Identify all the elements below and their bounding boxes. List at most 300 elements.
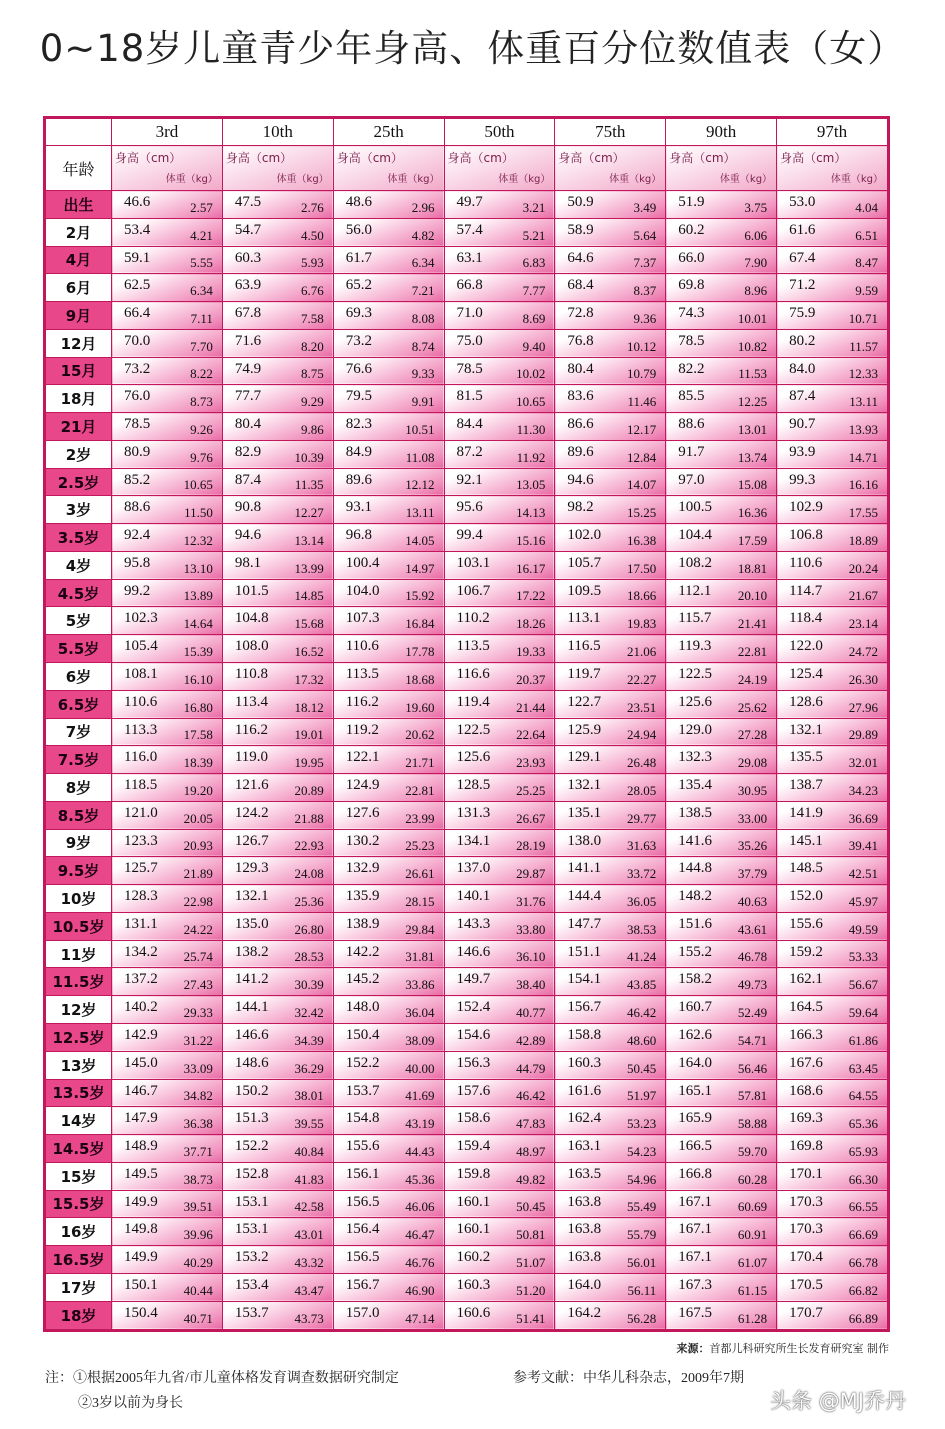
value-cell bbox=[222, 1079, 333, 1107]
weight-value: 37.71 bbox=[183, 1143, 213, 1159]
unit-header-cell bbox=[666, 146, 777, 191]
value-cell bbox=[666, 912, 777, 940]
age-cell: 出生 bbox=[46, 191, 112, 219]
value-cell bbox=[555, 829, 666, 857]
value-cell bbox=[666, 329, 777, 357]
height-value: 144.8 bbox=[678, 860, 712, 877]
height-value: 167.6 bbox=[789, 1054, 823, 1071]
value-cell bbox=[222, 191, 333, 219]
value-cell bbox=[444, 524, 555, 552]
percentile-header: 90th bbox=[666, 119, 777, 146]
weight-value: 43.61 bbox=[737, 921, 768, 937]
value-cell bbox=[777, 1023, 888, 1051]
value-cell bbox=[777, 385, 888, 413]
value-cell bbox=[444, 1162, 555, 1190]
height-value: 156.7 bbox=[567, 999, 602, 1016]
height-value: 149.9 bbox=[124, 1249, 158, 1266]
height-value: 129.3 bbox=[234, 860, 269, 877]
height-value: 170.1 bbox=[789, 1165, 823, 1182]
weight-value: 39.51 bbox=[183, 1199, 213, 1215]
percentile-header: 50th bbox=[444, 119, 555, 146]
weight-value: 9.33 bbox=[411, 366, 435, 382]
value-cell bbox=[222, 1023, 333, 1051]
height-value: 90.7 bbox=[789, 416, 816, 433]
weight-value: 12.25 bbox=[737, 394, 768, 410]
height-value: 152.8 bbox=[234, 1165, 269, 1182]
weight-value: 8.96 bbox=[744, 283, 768, 299]
value-cell bbox=[444, 940, 555, 968]
weight-value: 38.40 bbox=[516, 977, 546, 993]
table-row bbox=[46, 968, 888, 996]
value-cell bbox=[112, 274, 223, 302]
value-cell bbox=[777, 663, 888, 691]
table-row bbox=[46, 1246, 888, 1274]
value-cell bbox=[333, 968, 444, 996]
value-cell bbox=[222, 1107, 333, 1135]
height-value: 135.1 bbox=[567, 804, 602, 821]
height-value: 129.0 bbox=[678, 721, 712, 738]
value-cell bbox=[777, 1273, 888, 1301]
weight-value: 9.86 bbox=[300, 421, 324, 437]
watermark: 头条 @MJ乔丹 bbox=[770, 1389, 906, 1413]
height-value: 106.8 bbox=[789, 527, 823, 544]
weight-value: 7.70 bbox=[190, 338, 213, 354]
weight-value: 20.89 bbox=[294, 782, 324, 798]
weight-value: 26.67 bbox=[516, 810, 546, 826]
age-cell: 17岁 bbox=[46, 1273, 112, 1301]
value-cell bbox=[112, 385, 223, 413]
height-value: 140.1 bbox=[456, 888, 491, 905]
weight-value: 56.67 bbox=[848, 977, 878, 993]
value-cell bbox=[112, 885, 223, 913]
height-value: 67.8 bbox=[234, 305, 262, 322]
value-cell bbox=[666, 996, 777, 1024]
height-value: 116.5 bbox=[567, 638, 601, 655]
value-cell bbox=[222, 1135, 333, 1163]
value-cell bbox=[555, 774, 666, 802]
value-cell bbox=[112, 996, 223, 1024]
weight-value: 24.94 bbox=[626, 727, 657, 743]
value-cell bbox=[112, 774, 223, 802]
value-cell bbox=[112, 329, 223, 357]
value-cell bbox=[555, 385, 666, 413]
weight-value: 56.46 bbox=[737, 1060, 768, 1076]
value-cell bbox=[112, 218, 223, 246]
height-value: 119.2 bbox=[345, 721, 379, 738]
value-cell bbox=[444, 774, 555, 802]
value-cell bbox=[555, 1051, 666, 1079]
height-value: 81.5 bbox=[456, 388, 483, 405]
weight-value: 19.20 bbox=[183, 782, 213, 798]
height-value: 135.5 bbox=[789, 749, 823, 766]
weight-value: 3.49 bbox=[633, 199, 657, 215]
height-value: 149.8 bbox=[124, 1221, 158, 1238]
value-cell bbox=[666, 1301, 777, 1329]
weight-value: 12.12 bbox=[405, 477, 435, 493]
weight-value: 16.38 bbox=[626, 532, 657, 548]
weight-value: 10.65 bbox=[183, 477, 213, 493]
reference-note: 参考文献：中华儿科杂志，2009年7期 bbox=[513, 1371, 744, 1386]
weight-value: 11.35 bbox=[294, 477, 324, 493]
weight-unit-label: 体重（kg） bbox=[165, 174, 218, 185]
weight-value: 46.78 bbox=[737, 949, 768, 965]
height-value: 74.9 bbox=[234, 360, 262, 377]
height-value: 165.1 bbox=[678, 1082, 712, 1099]
value-cell bbox=[112, 857, 223, 885]
table-row bbox=[46, 1273, 888, 1301]
height-value: 148.5 bbox=[789, 860, 823, 877]
value-cell bbox=[112, 718, 223, 746]
height-value: 104.4 bbox=[678, 527, 712, 544]
height-value: 152.2 bbox=[345, 1054, 380, 1071]
height-value: 134.1 bbox=[456, 832, 491, 849]
height-value: 163.8 bbox=[567, 1193, 602, 1210]
weight-value: 12.33 bbox=[848, 366, 878, 382]
weight-value: 31.63 bbox=[626, 838, 657, 854]
value-cell bbox=[555, 801, 666, 829]
weight-value: 27.96 bbox=[848, 699, 878, 715]
table-row bbox=[46, 357, 888, 385]
weight-value: 21.67 bbox=[848, 588, 878, 604]
height-value: 80.2 bbox=[789, 332, 816, 349]
weight-value: 10.01 bbox=[737, 310, 768, 326]
weight-value: 14.13 bbox=[516, 505, 546, 521]
height-value: 123.3 bbox=[124, 832, 158, 849]
height-value: 151.6 bbox=[678, 915, 712, 932]
weight-value: 22.98 bbox=[183, 893, 213, 909]
table-body bbox=[46, 191, 888, 1330]
weight-value: 6.83 bbox=[522, 255, 546, 271]
value-cell bbox=[222, 801, 333, 829]
height-value: 105.7 bbox=[567, 554, 602, 571]
unit-header-cell bbox=[777, 146, 888, 191]
height-value: 128.6 bbox=[789, 693, 823, 710]
value-cell bbox=[666, 1162, 777, 1190]
value-cell bbox=[112, 690, 223, 718]
height-value: 75.0 bbox=[456, 332, 483, 349]
age-cell: 3.5岁 bbox=[46, 524, 112, 552]
weight-value: 18.89 bbox=[848, 532, 878, 548]
weight-value: 45.97 bbox=[848, 893, 878, 909]
value-cell bbox=[222, 246, 333, 274]
value-cell bbox=[666, 746, 777, 774]
weight-value: 40.63 bbox=[737, 893, 768, 909]
source-credit bbox=[677, 1340, 890, 1356]
height-value: 115.7 bbox=[678, 610, 712, 627]
weight-value: 9.76 bbox=[190, 449, 213, 465]
age-cell: 13.5岁 bbox=[46, 1079, 112, 1107]
height-value: 110.6 bbox=[789, 554, 823, 571]
weight-value: 20.05 bbox=[183, 810, 213, 826]
height-value: 99.3 bbox=[789, 471, 816, 488]
height-value: 65.2 bbox=[345, 277, 372, 294]
table-row bbox=[46, 329, 888, 357]
weight-value: 10.65 bbox=[516, 394, 546, 410]
height-value: 73.2 bbox=[124, 360, 151, 377]
value-cell bbox=[222, 1273, 333, 1301]
height-value: 83.6 bbox=[567, 388, 594, 405]
value-cell bbox=[333, 246, 444, 274]
value-cell bbox=[222, 440, 333, 468]
value-cell bbox=[333, 579, 444, 607]
age-cell: 21月 bbox=[46, 413, 112, 441]
height-value: 79.5 bbox=[345, 388, 372, 405]
weight-value: 29.84 bbox=[405, 921, 435, 937]
age-cell: 9岁 bbox=[46, 829, 112, 857]
value-cell bbox=[666, 663, 777, 691]
height-value: 110.8 bbox=[234, 666, 269, 683]
height-value: 154.6 bbox=[456, 1026, 491, 1043]
height-value: 76.0 bbox=[124, 388, 151, 405]
value-cell bbox=[333, 302, 444, 330]
height-value: 102.3 bbox=[124, 610, 158, 627]
value-cell bbox=[112, 1246, 223, 1274]
height-value: 128.5 bbox=[456, 777, 491, 794]
age-cell: 11.5岁 bbox=[46, 968, 112, 996]
value-cell bbox=[777, 413, 888, 441]
value-cell bbox=[666, 774, 777, 802]
value-cell bbox=[333, 1051, 444, 1079]
height-value: 147.7 bbox=[567, 915, 602, 932]
weight-value: 22.27 bbox=[626, 671, 657, 687]
weight-value: 47.83 bbox=[516, 1116, 546, 1132]
weight-value: 28.53 bbox=[294, 949, 324, 965]
height-value: 150.2 bbox=[234, 1082, 269, 1099]
value-cell bbox=[555, 1023, 666, 1051]
percentile-table bbox=[43, 116, 890, 1332]
weight-value: 8.73 bbox=[190, 394, 213, 410]
table-row bbox=[46, 1162, 888, 1190]
value-cell bbox=[333, 801, 444, 829]
weight-value: 31.81 bbox=[405, 949, 435, 965]
weight-value: 40.29 bbox=[183, 1254, 213, 1270]
height-value: 69.8 bbox=[678, 277, 705, 294]
weight-value: 31.76 bbox=[516, 893, 546, 909]
table-row bbox=[46, 718, 888, 746]
value-cell bbox=[333, 690, 444, 718]
height-value: 76.6 bbox=[345, 360, 372, 377]
weight-value: 20.24 bbox=[848, 560, 878, 576]
height-value: 125.6 bbox=[456, 749, 491, 766]
table-row bbox=[46, 413, 888, 441]
height-value: 108.0 bbox=[234, 638, 269, 655]
value-cell bbox=[444, 551, 555, 579]
weight-value: 35.26 bbox=[737, 838, 768, 854]
height-value: 122.1 bbox=[345, 749, 380, 766]
table-row bbox=[46, 940, 888, 968]
height-value: 148.0 bbox=[345, 999, 380, 1016]
age-cell: 4.5岁 bbox=[46, 579, 112, 607]
weight-value: 11.92 bbox=[516, 449, 546, 465]
height-value: 169.3 bbox=[789, 1110, 823, 1127]
height-value: 131.3 bbox=[456, 804, 491, 821]
value-cell bbox=[444, 718, 555, 746]
height-value: 71.0 bbox=[456, 305, 483, 322]
weight-value: 53.33 bbox=[848, 949, 878, 965]
value-cell bbox=[112, 1218, 223, 1246]
weight-value: 38.53 bbox=[626, 921, 657, 937]
unit-header-cell bbox=[333, 146, 444, 191]
weight-value: 43.47 bbox=[294, 1282, 324, 1298]
height-value: 85.5 bbox=[678, 388, 705, 405]
value-cell bbox=[444, 468, 555, 496]
height-value: 87.2 bbox=[456, 443, 483, 460]
height-value: 113.5 bbox=[456, 638, 490, 655]
height-value: 132.9 bbox=[345, 860, 380, 877]
weight-unit-label: 体重（kg） bbox=[498, 174, 551, 185]
value-cell bbox=[333, 857, 444, 885]
value-cell bbox=[666, 440, 777, 468]
height-value: 59.1 bbox=[124, 249, 151, 266]
weight-value: 11.30 bbox=[516, 421, 546, 437]
weight-value: 40.44 bbox=[183, 1282, 213, 1298]
weight-value: 13.05 bbox=[516, 477, 546, 493]
value-cell bbox=[777, 718, 888, 746]
weight-value: 20.37 bbox=[516, 671, 546, 687]
value-cell bbox=[666, 385, 777, 413]
value-cell bbox=[112, 1162, 223, 1190]
height-value: 122.0 bbox=[789, 638, 823, 655]
value-cell bbox=[666, 968, 777, 996]
value-cell bbox=[444, 635, 555, 663]
weight-value: 17.22 bbox=[516, 588, 546, 604]
value-cell bbox=[555, 1162, 666, 1190]
value-cell bbox=[777, 468, 888, 496]
value-cell bbox=[333, 1190, 444, 1218]
value-cell bbox=[444, 1079, 555, 1107]
height-value: 156.5 bbox=[345, 1193, 380, 1210]
value-cell bbox=[222, 274, 333, 302]
weight-value: 43.73 bbox=[294, 1311, 324, 1326]
weight-value: 12.84 bbox=[626, 449, 657, 465]
weight-value: 2.76 bbox=[300, 199, 324, 215]
weight-value: 11.53 bbox=[738, 366, 768, 382]
value-cell bbox=[666, 1023, 777, 1051]
value-cell bbox=[444, 274, 555, 302]
weight-value: 22.64 bbox=[516, 727, 546, 743]
height-value: 132.1 bbox=[567, 777, 602, 794]
table-row bbox=[46, 635, 888, 663]
weight-value: 66.89 bbox=[848, 1311, 878, 1326]
height-value: 56.0 bbox=[345, 221, 372, 238]
height-value: 148.6 bbox=[234, 1054, 269, 1071]
value-cell bbox=[777, 1218, 888, 1246]
height-value: 68.4 bbox=[567, 277, 594, 294]
unit-header-row bbox=[46, 146, 888, 191]
height-value: 84.0 bbox=[789, 360, 816, 377]
value-cell bbox=[333, 1246, 444, 1274]
height-value: 91.7 bbox=[678, 443, 705, 460]
height-value: 98.1 bbox=[234, 554, 262, 571]
value-cell bbox=[112, 496, 223, 524]
value-cell bbox=[333, 940, 444, 968]
value-cell bbox=[666, 1135, 777, 1163]
height-value: 160.2 bbox=[456, 1249, 491, 1266]
height-value: 166.5 bbox=[678, 1138, 712, 1155]
weight-value: 36.04 bbox=[405, 1004, 435, 1020]
value-cell bbox=[112, 246, 223, 274]
weight-value: 38.01 bbox=[294, 1088, 324, 1104]
value-cell bbox=[112, 607, 223, 635]
table-row bbox=[46, 440, 888, 468]
weight-unit-label: 体重（kg） bbox=[387, 174, 440, 185]
weight-value: 5.64 bbox=[633, 227, 657, 243]
weight-value: 46.42 bbox=[626, 1004, 657, 1020]
value-cell bbox=[222, 996, 333, 1024]
weight-value: 2.57 bbox=[190, 199, 213, 215]
weight-value: 40.71 bbox=[183, 1311, 213, 1326]
value-cell bbox=[112, 829, 223, 857]
value-cell bbox=[444, 329, 555, 357]
height-value: 160.6 bbox=[456, 1304, 491, 1321]
weight-value: 42.51 bbox=[848, 866, 878, 882]
value-cell bbox=[777, 746, 888, 774]
height-value: 118.4 bbox=[789, 610, 823, 627]
table-row bbox=[46, 746, 888, 774]
value-cell bbox=[444, 357, 555, 385]
value-cell bbox=[112, 468, 223, 496]
weight-value: 36.69 bbox=[848, 810, 878, 826]
weight-value: 10.39 bbox=[294, 449, 324, 465]
height-value: 144.4 bbox=[567, 888, 602, 905]
height-value: 60.3 bbox=[234, 249, 262, 266]
weight-value: 33.09 bbox=[183, 1060, 213, 1076]
value-cell bbox=[333, 524, 444, 552]
value-cell bbox=[666, 579, 777, 607]
height-value: 153.2 bbox=[234, 1249, 269, 1266]
height-value: 170.3 bbox=[789, 1193, 823, 1210]
height-value: 119.0 bbox=[234, 749, 269, 766]
height-value: 169.8 bbox=[789, 1138, 823, 1155]
age-cell: 9.5岁 bbox=[46, 857, 112, 885]
value-cell bbox=[444, 1246, 555, 1274]
weight-value: 19.60 bbox=[405, 699, 435, 715]
weight-value: 55.49 bbox=[626, 1199, 657, 1215]
height-value: 53.4 bbox=[124, 221, 151, 238]
height-value: 89.6 bbox=[345, 471, 372, 488]
value-cell bbox=[555, 1190, 666, 1218]
table-row bbox=[46, 468, 888, 496]
value-cell bbox=[222, 413, 333, 441]
value-cell bbox=[444, 912, 555, 940]
value-cell bbox=[333, 885, 444, 913]
height-value: 87.4 bbox=[789, 388, 816, 405]
height-value: 164.0 bbox=[567, 1276, 602, 1293]
height-value: 147.9 bbox=[124, 1110, 158, 1127]
weight-value: 5.55 bbox=[190, 255, 213, 271]
weight-value: 21.06 bbox=[626, 644, 657, 660]
weight-value: 59.64 bbox=[848, 1004, 878, 1020]
height-value: 159.2 bbox=[789, 943, 823, 960]
height-value: 61.7 bbox=[345, 249, 372, 266]
weight-value: 4.82 bbox=[411, 227, 435, 243]
table-row bbox=[46, 496, 888, 524]
weight-value: 8.37 bbox=[633, 283, 657, 299]
weight-unit-label: 体重（kg） bbox=[830, 174, 883, 185]
table-row bbox=[46, 801, 888, 829]
weight-value: 13.01 bbox=[737, 421, 768, 437]
height-value: 130.2 bbox=[345, 832, 380, 849]
percentile-grid bbox=[45, 118, 888, 1330]
value-cell bbox=[222, 746, 333, 774]
height-value: 131.1 bbox=[124, 915, 158, 932]
age-cell: 4月 bbox=[46, 246, 112, 274]
weight-value: 66.69 bbox=[848, 1227, 878, 1243]
weight-value: 46.47 bbox=[405, 1227, 435, 1243]
weight-value: 8.75 bbox=[300, 366, 324, 382]
height-value: 156.1 bbox=[345, 1165, 380, 1182]
value-cell bbox=[333, 912, 444, 940]
